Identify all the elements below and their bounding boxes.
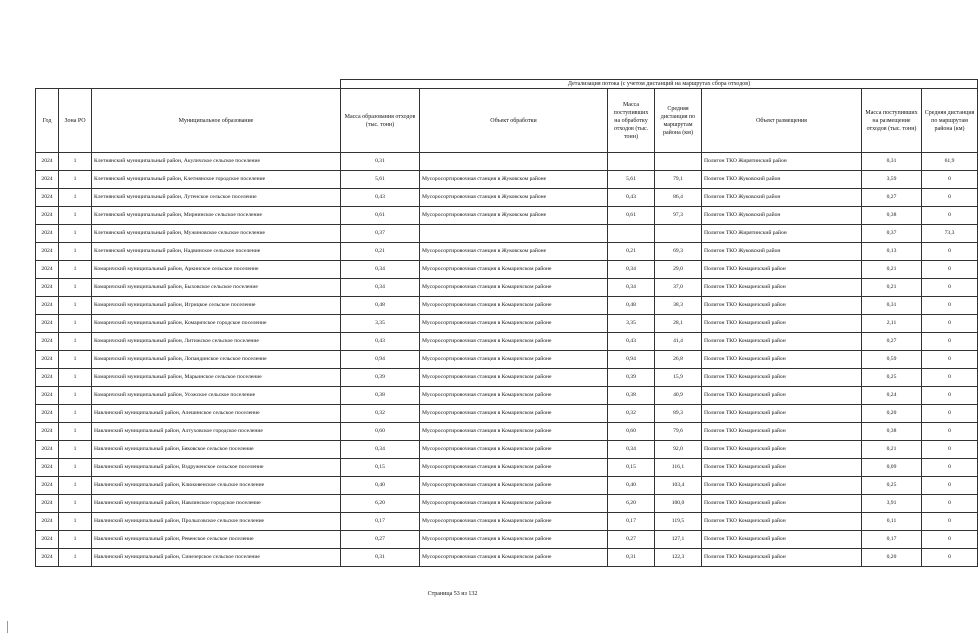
header-processing-mass: Масса поступивших на обработку отходов (тыс. тонн)	[608, 89, 655, 153]
cell-processing-distance	[655, 153, 702, 171]
cell-mass: 0,37	[341, 225, 420, 243]
cell-year: 2024	[36, 495, 59, 513]
cell-year: 2024	[36, 477, 59, 495]
table-row	[36, 315, 978, 333]
cell-processing-distance: 119,5	[655, 513, 702, 531]
cell-processing-distance: 29,0	[655, 261, 702, 279]
cell-disposal-distance: 0	[922, 477, 978, 495]
cell-year: 2024	[36, 387, 59, 405]
header-disposal-object: Объект размещения	[702, 89, 862, 153]
cell-processing-distance: 79,1	[655, 171, 702, 189]
cell-zone: 1	[59, 315, 92, 333]
cell-processing-distance: 116,1	[655, 459, 702, 477]
cell-disposal-mass: 0,13	[862, 243, 922, 261]
flow-detail-table	[35, 79, 978, 567]
cell-disposal-object: Полигон ТКО Комаричский район	[702, 513, 862, 531]
cell-municipality: Комаричский муниципальный район, Комаричское городское поселение	[92, 315, 341, 333]
cell-disposal-object: Полигон ТКО Комаричский район	[702, 351, 862, 369]
header-municipality: Муниципальное образование	[92, 89, 341, 153]
cell-disposal-mass: 3,59	[862, 171, 922, 189]
cell-mass: 0,32	[341, 405, 420, 423]
cell-processing-mass: 0,43	[608, 189, 655, 207]
cell-processing-mass: 0,60	[608, 423, 655, 441]
cell-disposal-mass: 0,21	[862, 441, 922, 459]
cell-disposal-distance: 0	[922, 441, 978, 459]
cell-year: 2024	[36, 423, 59, 441]
table-row	[36, 441, 978, 459]
cell-year: 2024	[36, 243, 59, 261]
table-row	[36, 333, 978, 351]
cell-processing-mass: 0,27	[608, 531, 655, 549]
cell-processing-object: Мусоросортировочная станция в Комаричском районе	[420, 387, 608, 405]
cell-processing-mass: 0,21	[608, 243, 655, 261]
cell-mass: 0,39	[341, 369, 420, 387]
cell-year: 2024	[36, 351, 59, 369]
cell-municipality: Клетнянский муниципальный район, Акуличское сельское поселение	[92, 153, 341, 171]
table-row	[36, 477, 978, 495]
header-zone: Зона РО	[59, 89, 92, 153]
cell-disposal-mass: 2,11	[862, 315, 922, 333]
cell-mass: 0,21	[341, 243, 420, 261]
cell-disposal-object: Полигон ТКО Жирятинский район	[702, 225, 862, 243]
cell-year: 2024	[36, 405, 59, 423]
cell-mass: 3,35	[341, 315, 420, 333]
cell-processing-mass: 0,34	[608, 261, 655, 279]
cell-mass: 0,60	[341, 423, 420, 441]
cell-disposal-object: Полигон ТКО Комаричский район	[702, 369, 862, 387]
cell-processing-distance: 92,0	[655, 441, 702, 459]
table-row	[36, 243, 978, 261]
cell-municipality: Комаричский муниципальный район, Марьинское сельское поселение	[92, 369, 341, 387]
cell-municipality: Комаричский муниципальный район, Усожское сельское поселение	[92, 387, 341, 405]
cell-municipality: Комаричский муниципальный район, Игрицкое сельское поселение	[92, 297, 341, 315]
cell-processing-mass: 0,43	[608, 333, 655, 351]
table-row	[36, 459, 978, 477]
cell-disposal-distance: 0	[922, 333, 978, 351]
cell-processing-mass	[608, 153, 655, 171]
cell-disposal-object: Полигон ТКО Комаричский район	[702, 279, 862, 297]
cell-processing-object: Мусоросортировочная станция в Жуковском районе	[420, 207, 608, 225]
cell-mass: 0,34	[341, 441, 420, 459]
cell-zone: 1	[59, 261, 92, 279]
cell-disposal-mass: 0,31	[862, 153, 922, 171]
cell-zone: 1	[59, 207, 92, 225]
cell-processing-mass: 0,38	[608, 387, 655, 405]
cell-processing-mass: 0,94	[608, 351, 655, 369]
cell-municipality: Навлинский муниципальный район, Пролысовское сельское поселение	[92, 513, 341, 531]
cell-municipality: Клетнянский муниципальный район, Мирнинское сельское поселение	[92, 207, 341, 225]
cell-disposal-object: Полигон ТКО Комаричский район	[702, 297, 862, 315]
cell-zone: 1	[59, 189, 92, 207]
cell-processing-object: Мусоросортировочная станция в Жуковском районе	[420, 243, 608, 261]
cell-processing-object: Мусоросортировочная станция в Комаричском районе	[420, 423, 608, 441]
page-footer: Страница 53 из 132	[427, 591, 478, 597]
cell-disposal-mass: 3,91	[862, 495, 922, 513]
cell-processing-mass: 0,34	[608, 441, 655, 459]
cell-mass: 0,38	[341, 387, 420, 405]
cell-disposal-distance: 0	[922, 423, 978, 441]
cell-disposal-mass: 0,31	[862, 297, 922, 315]
table-row	[36, 207, 978, 225]
cell-disposal-distance: 0	[922, 405, 978, 423]
cell-disposal-mass: 0,21	[862, 279, 922, 297]
cell-processing-object: Мусоросортировочная станция в Комаричском районе	[420, 297, 608, 315]
cell-disposal-object: Полигон ТКО Комаричский район	[702, 333, 862, 351]
cell-processing-object: Мусоросортировочная станция в Жуковском районе	[420, 171, 608, 189]
header-processing-object: Объект обработки	[420, 89, 608, 153]
cell-processing-object: Мусоросортировочная станция в Комаричском районе	[420, 495, 608, 513]
cell-zone: 1	[59, 549, 92, 567]
header-disposal-distance: Средняя дистанция по маршрутам района (км)	[922, 89, 978, 153]
cell-processing-object: Мусоросортировочная станция в Комаричском районе	[420, 441, 608, 459]
table-row	[36, 387, 978, 405]
cell-zone: 1	[59, 441, 92, 459]
cell-processing-distance: 122,3	[655, 549, 702, 567]
cell-zone: 1	[59, 225, 92, 243]
table-row	[36, 531, 978, 549]
cell-disposal-object: Полигон ТКО Комаричский район	[702, 495, 862, 513]
cell-zone: 1	[59, 333, 92, 351]
cell-disposal-distance: 73,3	[922, 225, 978, 243]
cell-municipality: Навлинский муниципальный район, Ревенское сельское поселение	[92, 531, 341, 549]
cell-zone: 1	[59, 171, 92, 189]
cell-processing-distance	[655, 225, 702, 243]
cell-processing-object: Мусоросортировочная станция в Комаричском районе	[420, 531, 608, 549]
cell-processing-object: Мусоросортировочная станция в Комаричском районе	[420, 405, 608, 423]
cell-disposal-object: Полигон ТКО Жуковский район	[702, 189, 862, 207]
cell-municipality: Навлинский муниципальный район, Вздруженское сельское поселение	[92, 459, 341, 477]
cell-year: 2024	[36, 189, 59, 207]
cell-disposal-object: Полигон ТКО Комаричский район	[702, 441, 862, 459]
cell-processing-distance: 100,0	[655, 495, 702, 513]
cell-disposal-distance: 0	[922, 387, 978, 405]
cell-disposal-distance: 61,9	[922, 153, 978, 171]
table-row	[36, 279, 978, 297]
cell-disposal-mass: 0,27	[862, 333, 922, 351]
header-mass: Масса образования отходов (тыс. тонн)	[341, 89, 420, 153]
cell-zone: 1	[59, 351, 92, 369]
cell-processing-object: Мусоросортировочная станция в Жуковском районе	[420, 189, 608, 207]
cell-processing-distance: 38,3	[655, 297, 702, 315]
cell-disposal-distance: 0	[922, 171, 978, 189]
cell-disposal-mass: 0,38	[862, 423, 922, 441]
cell-processing-distance: 97,3	[655, 207, 702, 225]
cell-year: 2024	[36, 207, 59, 225]
cell-mass: 6,20	[341, 495, 420, 513]
cell-municipality: Комаричский муниципальный район, Лопандинское сельское поселение	[92, 351, 341, 369]
cell-processing-mass: 0,48	[608, 297, 655, 315]
cell-processing-mass: 6,20	[608, 495, 655, 513]
cell-processing-distance: 69,3	[655, 243, 702, 261]
cell-zone: 1	[59, 153, 92, 171]
cell-disposal-mass: 0,24	[862, 387, 922, 405]
cell-mass: 0,48	[341, 297, 420, 315]
cell-disposal-mass: 0,21	[862, 261, 922, 279]
header-year: Год	[36, 89, 59, 153]
cell-zone: 1	[59, 279, 92, 297]
cell-disposal-mass: 0,20	[862, 549, 922, 567]
cell-disposal-object: Полигон ТКО Комаричский район	[702, 477, 862, 495]
cell-disposal-distance: 0	[922, 243, 978, 261]
cell-disposal-distance: 0	[922, 531, 978, 549]
cell-mass: 0,34	[341, 279, 420, 297]
cell-municipality: Навлинский муниципальный район, Алешинское сельское поселение	[92, 405, 341, 423]
cell-zone: 1	[59, 423, 92, 441]
cell-year: 2024	[36, 531, 59, 549]
cell-mass: 0,17	[341, 513, 420, 531]
table-row	[36, 261, 978, 279]
scan-edge-mark	[7, 621, 8, 633]
cell-processing-mass: 0,61	[608, 207, 655, 225]
cell-municipality: Навлинский муниципальный район, Алтуховское городское поселение	[92, 423, 341, 441]
cell-disposal-distance: 0	[922, 261, 978, 279]
cell-disposal-distance: 0	[922, 279, 978, 297]
table-row	[36, 351, 978, 369]
cell-mass: 0,94	[341, 351, 420, 369]
cell-disposal-mass: 0,25	[862, 477, 922, 495]
cell-disposal-object: Полигон ТКО Жуковский район	[702, 243, 862, 261]
cell-municipality: Клетнянский муниципальный район, Мужиновское сельское поселение	[92, 225, 341, 243]
cell-year: 2024	[36, 171, 59, 189]
cell-disposal-mass: 0,20	[862, 405, 922, 423]
cell-year: 2024	[36, 459, 59, 477]
cell-processing-mass: 0,32	[608, 405, 655, 423]
cell-processing-mass: 0,17	[608, 513, 655, 531]
cell-processing-mass	[608, 225, 655, 243]
cell-municipality: Клетнянский муниципальный район, Лутенское сельское поселение	[92, 189, 341, 207]
cell-year: 2024	[36, 369, 59, 387]
cell-year: 2024	[36, 279, 59, 297]
cell-zone: 1	[59, 405, 92, 423]
cell-year: 2024	[36, 441, 59, 459]
cell-year: 2024	[36, 153, 59, 171]
cell-processing-mass: 0,40	[608, 477, 655, 495]
cell-disposal-distance: 0	[922, 513, 978, 531]
cell-disposal-object: Полигон ТКО Жуковский район	[702, 171, 862, 189]
cell-zone: 1	[59, 477, 92, 495]
cell-mass: 0,27	[341, 531, 420, 549]
cell-processing-mass: 5,61	[608, 171, 655, 189]
cell-disposal-distance: 0	[922, 495, 978, 513]
cell-processing-distance: 28,1	[655, 315, 702, 333]
table-row	[36, 171, 978, 189]
table-row	[36, 423, 978, 441]
cell-year: 2024	[36, 549, 59, 567]
cell-disposal-mass: 0,25	[862, 369, 922, 387]
cell-year: 2024	[36, 513, 59, 531]
cell-year: 2024	[36, 333, 59, 351]
cell-disposal-distance: 0	[922, 315, 978, 333]
cell-disposal-mass: 0,11	[862, 513, 922, 531]
cell-zone: 1	[59, 297, 92, 315]
cell-municipality: Навлинский муниципальный район, Бяковское сельское поселение	[92, 441, 341, 459]
cell-mass: 0,43	[341, 333, 420, 351]
cell-processing-distance: 41,4	[655, 333, 702, 351]
cell-zone: 1	[59, 531, 92, 549]
cell-disposal-object: Полигон ТКО Жирятинский район	[702, 153, 862, 171]
cell-disposal-distance: 0	[922, 369, 978, 387]
cell-processing-object: Мусоросортировочная станция в Комаричском районе	[420, 513, 608, 531]
cell-mass: 0,34	[341, 261, 420, 279]
cell-mass: 0,40	[341, 477, 420, 495]
cell-mass: 0,61	[341, 207, 420, 225]
cell-zone: 1	[59, 243, 92, 261]
cell-disposal-object: Полигон ТКО Комаричский район	[702, 459, 862, 477]
cell-disposal-object: Полигон ТКО Комаричский район	[702, 315, 862, 333]
cell-disposal-mass: 0,27	[862, 189, 922, 207]
cell-disposal-distance: 0	[922, 297, 978, 315]
cell-processing-object: Мусоросортировочная станция в Комаричском районе	[420, 369, 608, 387]
table-row	[36, 297, 978, 315]
cell-zone: 1	[59, 513, 92, 531]
cell-mass: 0,43	[341, 189, 420, 207]
cell-zone: 1	[59, 459, 92, 477]
cell-processing-distance: 103,4	[655, 477, 702, 495]
cell-processing-object: Мусоросортировочная станция в Комаричском районе	[420, 333, 608, 351]
cell-disposal-distance: 0	[922, 207, 978, 225]
cell-processing-mass: 0,31	[608, 549, 655, 567]
cell-processing-distance: 86,4	[655, 189, 702, 207]
cell-disposal-object: Полигон ТКО Комаричский район	[702, 405, 862, 423]
cell-processing-distance: 89,3	[655, 405, 702, 423]
cell-zone: 1	[59, 369, 92, 387]
cell-processing-object: Мусоросортировочная станция в Комаричском районе	[420, 351, 608, 369]
cell-processing-distance: 37,0	[655, 279, 702, 297]
cell-disposal-mass: 0,09	[862, 459, 922, 477]
cell-disposal-mass: 0,59	[862, 351, 922, 369]
cell-processing-distance: 79,6	[655, 423, 702, 441]
cell-mass: 5,61	[341, 171, 420, 189]
cell-processing-mass: 3,35	[608, 315, 655, 333]
cell-municipality: Клетнянский муниципальный район, Клетнянское городское поселение	[92, 171, 341, 189]
cell-processing-object: Мусоросортировочная станция в Комаричском районе	[420, 261, 608, 279]
cell-municipality: Навлинский муниципальный район, Синезерское сельское поселение	[92, 549, 341, 567]
header-spacer	[36, 80, 341, 89]
cell-processing-distance: 15,9	[655, 369, 702, 387]
cell-municipality: Комаричский муниципальный район, Литижское сельское поселение	[92, 333, 341, 351]
cell-processing-distance: 40,9	[655, 387, 702, 405]
cell-processing-distance: 127,1	[655, 531, 702, 549]
cell-zone: 1	[59, 495, 92, 513]
cell-disposal-object: Полигон ТКО Комаричский район	[702, 423, 862, 441]
table-row	[36, 405, 978, 423]
table-row	[36, 369, 978, 387]
cell-processing-object	[420, 153, 608, 171]
cell-processing-mass: 0,15	[608, 459, 655, 477]
cell-mass: 0,15	[341, 459, 420, 477]
cell-year: 2024	[36, 261, 59, 279]
cell-processing-object: Мусоросортировочная станция в Комаричском районе	[420, 315, 608, 333]
cell-municipality: Навлинский муниципальный район, Клюковенское сельское поселение	[92, 477, 341, 495]
cell-year: 2024	[36, 315, 59, 333]
cell-disposal-distance: 0	[922, 459, 978, 477]
cell-processing-object	[420, 225, 608, 243]
cell-processing-object: Мусоросортировочная станция в Комаричском районе	[420, 459, 608, 477]
cell-disposal-object: Полигон ТКО Комаричский район	[702, 387, 862, 405]
cell-municipality: Клетнянский муниципальный район, Надвинское сельское поселение	[92, 243, 341, 261]
header-disposal-mass: Масса поступивших на размещение отходов (тыс. тонн)	[862, 89, 922, 153]
cell-processing-object: Мусоросортировочная станция в Комаричском районе	[420, 477, 608, 495]
header-processing-distance: Средняя дистанция по маршрутам района (км)	[655, 89, 702, 153]
cell-processing-mass: 0,34	[608, 279, 655, 297]
cell-processing-distance: 26,8	[655, 351, 702, 369]
table-row	[36, 495, 978, 513]
cell-disposal-object: Полигон ТКО Комаричский район	[702, 261, 862, 279]
cell-mass: 0,31	[341, 549, 420, 567]
table-row	[36, 513, 978, 531]
cell-year: 2024	[36, 297, 59, 315]
cell-municipality: Комаричский муниципальный район, Аркинское сельское поселение	[92, 261, 341, 279]
table-title: Детализация потока (с учетом дистанций на маршрутах сбора отходов)	[341, 80, 978, 89]
cell-disposal-mass: 0,17	[862, 531, 922, 549]
cell-year: 2024	[36, 225, 59, 243]
cell-disposal-mass: 0,37	[862, 225, 922, 243]
cell-disposal-distance: 0	[922, 189, 978, 207]
cell-processing-object: Мусоросортировочная станция в Комаричском районе	[420, 279, 608, 297]
cell-disposal-distance: 0	[922, 549, 978, 567]
cell-processing-object: Мусоросортировочная станция в Комаричском районе	[420, 549, 608, 567]
table-row	[36, 189, 978, 207]
cell-zone: 1	[59, 387, 92, 405]
cell-disposal-object: Полигон ТКО Жуковский район	[702, 207, 862, 225]
cell-disposal-distance: 0	[922, 351, 978, 369]
cell-mass: 0,31	[341, 153, 420, 171]
cell-disposal-mass: 0,38	[862, 207, 922, 225]
table-row	[36, 225, 978, 243]
cell-disposal-object: Полигон ТКО Комаричский район	[702, 531, 862, 549]
cell-disposal-object: Полигон ТКО Комаричский район	[702, 549, 862, 567]
table-row	[36, 549, 978, 567]
cell-municipality: Комаричский муниципальный район, Быховское сельское поселение	[92, 279, 341, 297]
cell-municipality: Навлинский муниципальный район, Навлинское городское поселение	[92, 495, 341, 513]
cell-processing-mass: 0,39	[608, 369, 655, 387]
table-row	[36, 153, 978, 171]
